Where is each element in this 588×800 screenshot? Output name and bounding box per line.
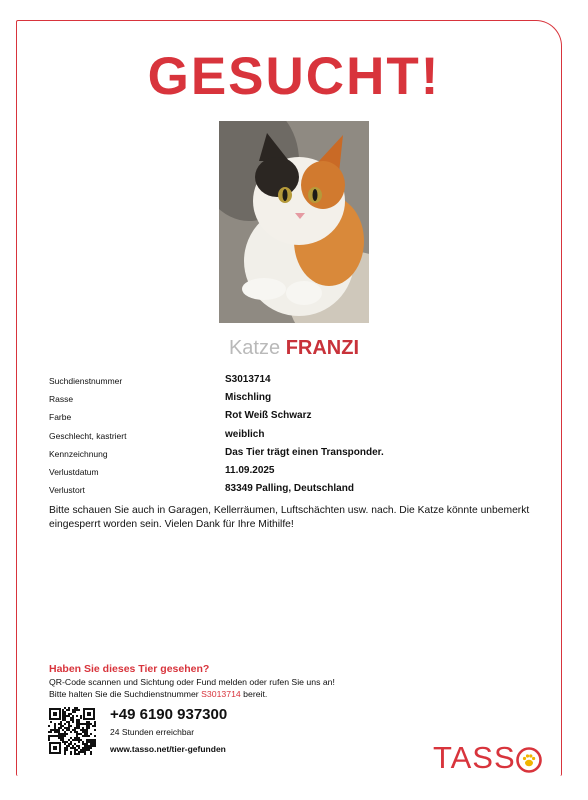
detail-label: Farbe (49, 412, 72, 423)
detail-label: Suchdienstnummer (49, 376, 123, 386)
phone-number[interactable]: +49 6190 937300 (110, 706, 228, 723)
pet-species: Katze (228, 337, 281, 359)
detail-value: 11.09.2025 (225, 464, 275, 476)
cta-title: Haben Sie dieses Tier gesehen? (49, 663, 210, 675)
headline: GESUCHT! (147, 47, 441, 106)
availability-hours: 24 Stunden erreichbar (110, 727, 195, 737)
detail-value: Das Tier trägt einen Transponder. (225, 446, 384, 458)
detail-value: weiblich (225, 428, 265, 440)
cta-search-number: S3013714 (201, 689, 241, 699)
detail-value: Mischling (225, 392, 272, 404)
cta-line-2-suffix: bereit. (243, 689, 268, 699)
cta-line-2 (49, 689, 267, 699)
detail-label: Rasse (49, 394, 74, 405)
paw-icon (516, 745, 542, 781)
detail-label: Verlustort (49, 485, 85, 496)
website-link[interactable]: www.tasso.net/tier-gefunden (110, 744, 226, 754)
detail-label: Geschlecht, kastriert (49, 430, 127, 441)
tasso-logo (433, 740, 542, 781)
detail-label: Kennzeichnung (49, 448, 108, 459)
cta-line-2-prefix: Bitte halten Sie die Suchdienstnummer (49, 689, 199, 699)
pet-name-value: FRANZI (285, 337, 360, 359)
logo-text: TASS (433, 740, 516, 775)
pet-photo (219, 121, 369, 323)
detail-value: Rot Weiß Schwarz (225, 410, 312, 422)
detail-value: 83349 Palling, Deutschland (225, 483, 354, 495)
detail-label: Verlustdatum (49, 466, 99, 477)
qr-code[interactable] (48, 707, 96, 755)
search-note: Bitte schauen Sie auch in Garagen, Kellerräumen, Luftschächten usw. nach. Die Katze könnte unbemerkt eingesperrt worden sein. Vielen Dank für Ihre Mithilfe! (49, 505, 530, 530)
cta-line-1: QR-Code scannen und Sichtung oder Fund melden oder rufen Sie uns an! (49, 677, 335, 687)
detail-value: S3013714 (225, 374, 271, 385)
pet-name (0, 337, 588, 360)
